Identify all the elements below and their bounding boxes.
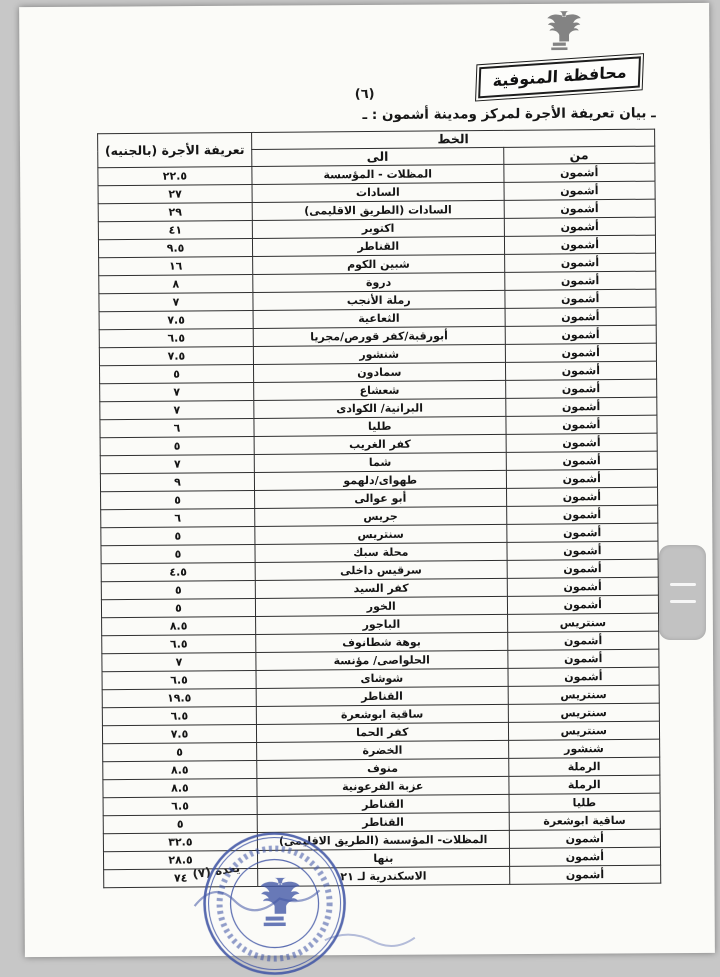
cell-from: أشمون bbox=[505, 379, 657, 398]
cell-from: ساقية ابوشعرة bbox=[509, 811, 661, 830]
cell-to: محلة سبك bbox=[255, 542, 507, 562]
cell-fare: ٥ bbox=[101, 598, 255, 617]
cell-to: القناطر bbox=[256, 686, 508, 706]
cell-fare: ٥ bbox=[101, 490, 255, 509]
cell-fare: ٦.٥ bbox=[102, 634, 256, 653]
cell-fare: ٧ bbox=[99, 292, 253, 311]
cell-to: أبو عوالى bbox=[254, 488, 506, 508]
cell-to: المظلات - المؤسسة bbox=[252, 164, 504, 184]
cell-fare: ٦ bbox=[100, 418, 254, 437]
cell-to: اكتوبر bbox=[252, 218, 504, 238]
governorate-logo bbox=[459, 5, 660, 93]
cell-fare: ٦.٥ bbox=[103, 796, 257, 815]
cell-to: الثعاعية bbox=[253, 308, 505, 328]
cell-from: شنشور bbox=[508, 739, 660, 758]
cell-to: شنشور bbox=[253, 344, 505, 364]
cell-fare: ٩ bbox=[100, 472, 254, 491]
cell-to: القناطر bbox=[252, 236, 504, 256]
cell-fare: ٢٨.٥ bbox=[103, 850, 257, 869]
cell-fare: ٦.٥ bbox=[102, 706, 256, 725]
cell-from: سنتريس bbox=[508, 685, 660, 704]
document-page bbox=[19, 3, 715, 957]
cell-from: أشمون bbox=[505, 343, 657, 362]
cell-from: أشمون bbox=[505, 361, 657, 380]
table-header-from: من bbox=[503, 146, 655, 164]
cell-fare: ٧٤ bbox=[104, 868, 258, 887]
cell-from: أشمون bbox=[506, 415, 658, 434]
cell-to: السادات (الطريق الاقليمى) bbox=[252, 200, 504, 220]
cell-to: الخضرة bbox=[257, 740, 509, 760]
cell-from: أشمون bbox=[505, 397, 657, 416]
cell-to: الباجور bbox=[256, 614, 508, 634]
cell-fare: ٥ bbox=[101, 544, 255, 563]
cell-to: كفر الحما bbox=[256, 722, 508, 742]
cell-from: أشمون bbox=[508, 667, 660, 686]
table-header-to: الى bbox=[252, 147, 504, 166]
official-stamp bbox=[199, 828, 350, 977]
cell-to: شبين الكوم bbox=[253, 254, 505, 274]
cell-fare: ٧.٥ bbox=[99, 310, 253, 329]
cell-from: أشمون bbox=[506, 469, 658, 488]
cell-from: أشمون bbox=[504, 217, 656, 236]
handwritten-note: يعده (٧) bbox=[191, 860, 241, 882]
cell-to: شعشاع bbox=[254, 380, 506, 400]
cell-fare: ٥ bbox=[101, 580, 255, 599]
cell-from: أشمون bbox=[505, 307, 657, 326]
cell-from: أشمون bbox=[507, 631, 659, 650]
cell-fare: ٥ bbox=[101, 526, 255, 545]
cell-from: أشمون bbox=[507, 541, 659, 560]
cell-to: سنتريس bbox=[255, 524, 507, 544]
cell-from: أشمون bbox=[503, 163, 655, 182]
cell-to: كفر السيد bbox=[255, 578, 507, 598]
cell-to: بوهة شطانوف bbox=[256, 632, 508, 652]
cell-to: أبورقبة/كفر قورص/مجريا bbox=[253, 326, 505, 346]
cell-to: الحلواصى/ مؤنسة bbox=[256, 650, 508, 670]
cell-from: أشمون bbox=[506, 451, 658, 470]
cell-fare: ٥ bbox=[99, 364, 253, 383]
fare-table bbox=[97, 129, 661, 889]
cell-fare: ٣٢.٥ bbox=[103, 832, 257, 851]
cell-fare: ٧.٥ bbox=[99, 346, 253, 365]
cell-to: منوف bbox=[257, 758, 509, 778]
cell-fare: ٨.٥ bbox=[103, 760, 257, 779]
cell-to: سرقيس داخلى bbox=[255, 560, 507, 580]
cell-from: أشمون bbox=[504, 181, 656, 200]
drag-handle-icon bbox=[670, 583, 696, 586]
cell-from: أشمون bbox=[509, 847, 661, 866]
cell-from: أشمون bbox=[509, 829, 661, 848]
cell-from: الرملة bbox=[508, 757, 660, 776]
table-header-line: الخط bbox=[252, 129, 655, 149]
governorate-eagle-icon bbox=[530, 6, 588, 60]
cell-to: رملة الأنجب bbox=[253, 290, 505, 310]
cell-from: أشمون bbox=[504, 271, 656, 290]
cell-from: سنتريس bbox=[508, 703, 660, 722]
cell-from: أشمون bbox=[509, 865, 661, 884]
cell-to: المظلات- المؤسسة (الطريق الاقليمى) bbox=[257, 830, 509, 850]
cell-fare: ٨.٥ bbox=[102, 616, 256, 635]
cell-from: أشمون bbox=[504, 289, 656, 308]
table-header-fare: تعريفة الأجرة (بالجنيه) bbox=[98, 132, 252, 167]
floating-scroll-handle[interactable] bbox=[659, 545, 706, 640]
cell-fare: ٧ bbox=[100, 382, 254, 401]
cell-to: دروة bbox=[253, 272, 505, 292]
document-title: ـ بيان تعريفة الأجرة لمركز ومدينة أشمون : ـ bbox=[362, 105, 656, 124]
drag-handle-icon bbox=[670, 600, 696, 603]
cell-to: شما bbox=[254, 452, 506, 472]
cell-from: أشمون bbox=[506, 433, 658, 452]
cell-fare: ٢٧ bbox=[98, 184, 252, 203]
cell-from: أشمون bbox=[504, 253, 656, 272]
cell-from: طليا bbox=[509, 793, 661, 812]
cell-from: أشمون bbox=[506, 523, 658, 542]
cell-from: أشمون bbox=[507, 595, 659, 614]
cell-to: القناطر bbox=[257, 794, 509, 814]
cell-fare: ٧ bbox=[100, 400, 254, 419]
cell-fare: ٨.٥ bbox=[103, 778, 257, 797]
cell-fare: ٨ bbox=[99, 274, 253, 293]
cell-fare: ٧ bbox=[100, 454, 254, 473]
cell-fare: ٢٢.٥ bbox=[98, 166, 252, 185]
cell-fare: ٧.٥ bbox=[102, 724, 256, 743]
cell-to: سمادون bbox=[253, 362, 505, 382]
cell-fare: ٦ bbox=[101, 508, 255, 527]
cell-to: الخور bbox=[255, 596, 507, 616]
cell-from: أشمون bbox=[504, 235, 656, 254]
cell-from: أشمون bbox=[506, 505, 658, 524]
cell-to: كفر الغريب bbox=[254, 434, 506, 454]
cell-to: القناطر bbox=[257, 812, 509, 832]
cell-from: أشمون bbox=[507, 649, 659, 668]
cell-from: أشمون bbox=[506, 487, 658, 506]
cell-fare: ٥ bbox=[100, 436, 254, 455]
cell-to: شوشاى bbox=[256, 668, 508, 688]
cell-from: أشمون bbox=[507, 577, 659, 596]
cell-from: سنتريس bbox=[508, 721, 660, 740]
stamp-eagle-icon bbox=[260, 878, 300, 926]
cell-to: ساقية ابوشعرة bbox=[256, 704, 508, 724]
cell-fare: ٤.٥ bbox=[101, 562, 255, 581]
cell-to: عزبة الفرعونية bbox=[257, 776, 509, 796]
cell-to: الاسكندرية لـ ٢١ bbox=[258, 866, 510, 886]
cell-to: جريس bbox=[255, 506, 507, 526]
cell-from: الرملة bbox=[508, 775, 660, 794]
cell-fare: ٥ bbox=[103, 814, 257, 833]
cell-from: أشمون bbox=[505, 325, 657, 344]
cell-to: طهواى/دلهمو bbox=[254, 470, 506, 490]
cell-fare: ٥ bbox=[103, 742, 257, 761]
cell-fare: ٦.٥ bbox=[102, 670, 256, 689]
cell-from: أشمون bbox=[507, 559, 659, 578]
cell-fare: ٩.٥ bbox=[98, 238, 252, 257]
cell-fare: ٢٩ bbox=[98, 202, 252, 221]
cell-from: أشمون bbox=[504, 199, 656, 218]
cell-from: سنتريس bbox=[507, 613, 659, 632]
cell-to: السادات bbox=[252, 182, 504, 202]
cell-fare: ٦.٥ bbox=[99, 328, 253, 347]
cell-to: البرانية/ الكوادى bbox=[254, 398, 506, 418]
cell-fare: ١٩.٥ bbox=[102, 688, 256, 707]
cell-fare: ١٦ bbox=[99, 256, 253, 275]
governorate-name: محافظة المنوفية bbox=[478, 56, 641, 98]
cell-to: بنها bbox=[257, 848, 509, 868]
page-number: (٦) bbox=[354, 86, 375, 103]
cell-to: طليا bbox=[254, 416, 506, 436]
cell-fare: ٧ bbox=[102, 652, 256, 671]
cell-fare: ٤١ bbox=[98, 220, 252, 239]
